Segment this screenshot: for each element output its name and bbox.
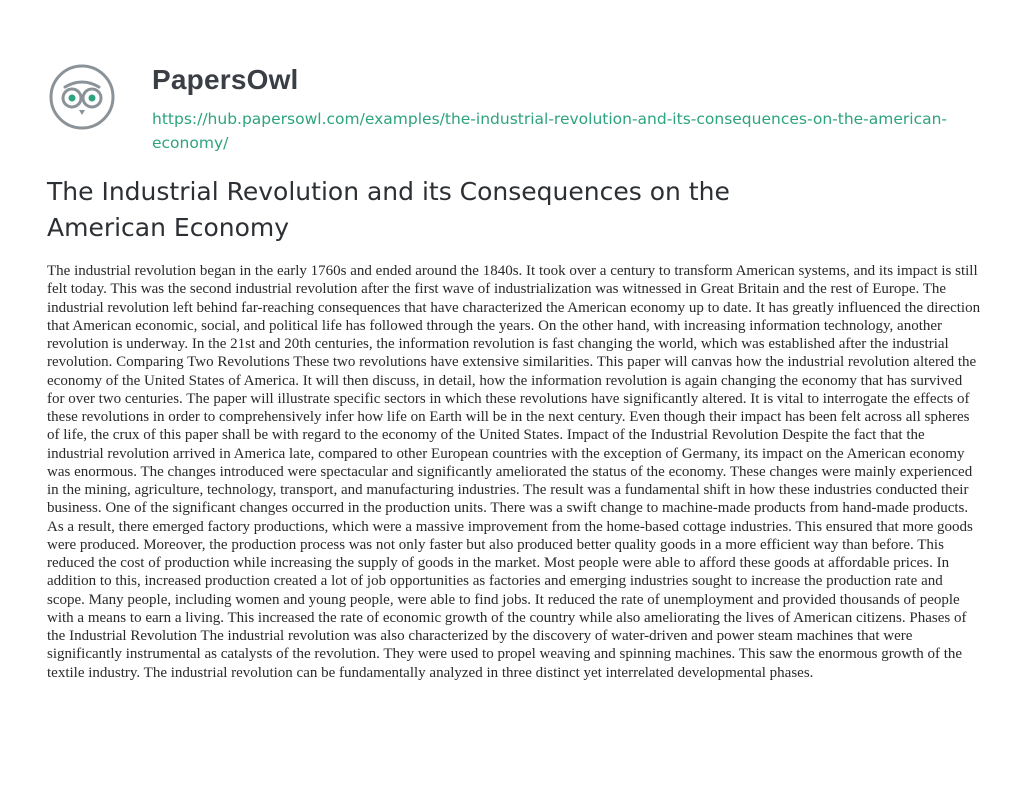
page-header xyxy=(0,0,1024,160)
source-url-link[interactable]: https://hub.papersowl.com/examples/the-industrial-revolution-and-its-consequences-on-the-american-economy/ xyxy=(152,110,948,152)
page-title: The Industrial Revolution and its Consequences on the American Economy xyxy=(47,177,730,242)
owl-logo-icon xyxy=(48,63,116,131)
brand-name: PapersOwl xyxy=(152,64,299,95)
essay-body: The industrial revolution began in the early 1760s and ended around the 1840s. It took over a century to transform American systems, and its impact is still felt today. This was the second industrial revolution after the first wave of industrialization was witnessed in Great Britain and the rest of Europe. The industrial revolution left behind far-reaching consequences that have characterized the American economy up to date. It has greatly influenced the direction that American economic, social, and political life has followed through the years. On the other hand, with increasing information technology, another revolution is underway. In the 21st and 20th centuries, the information revolution is fast changing the world, which was established after the industrial revolution. Comparing Two Revolutions These two revolutions have extensive similarities. This paper will canvas how the industrial revolution altered the economy of the United States of America. It will then discuss, in detail, how the information revolution is again changing the economy that has survived for over two centuries. The paper will illustrate specific sectors in which these revolutions have significantly altered. It is vital to interrogate the effects of these revolutions in order to comprehensively infer how life on Earth will be in the next century. Even though their impact has been felt across all spheres of life, the crux of this paper shall be with regard to the economy of the United States. Impact of the Industrial Revolution Despite the fact that the industrial revolution arrived in America late, compared to other European countries with the exception of Germany, its impact on the American economy was enormous. The changes introduced were spectacular and significantly ameliorated the status of the economy. These changes were mainly experienced in the mining, agriculture, technology, transport, and manufacturing industries. The result was a fundamental shift in how these industries conducted their business. One of the significant changes occurred in the production units. There was a swift change to machine-made products from hand-made products. As a result, there emerged factory productions, which were a massive improvement from the home-based cottage industries. This ensured that more goods were produced. Moreover, the production process was not only faster but also produced better quality goods in a more efficient way than before. This reduced the cost of production while increasing the supply of goods in the market. Most people were able to afford these goods at affordable prices. In addition to this, increased production created a lot of job opportunities as factories and emerging industries sought to increase the production rate and scope. Many people, including women and young people, were able to find jobs. It reduced the rate of unemployment and provided thousands of people with a means to earn a living. This increased the rate of economic growth of the country while also ameliorating the lives of American citizens. Phases of the Industrial Revolution The industrial revolution was also characterized by the discovery of water-driven and power steam machines that were significantly instrumental as catalysts of the revolution. They were used to propel weaving and spinning machines. This saw the enormous growth of the textile industry. The industrial revolution can be fundamentally analyzed in three distinct yet interrelated developmental phases. xyxy=(47,263,981,681)
